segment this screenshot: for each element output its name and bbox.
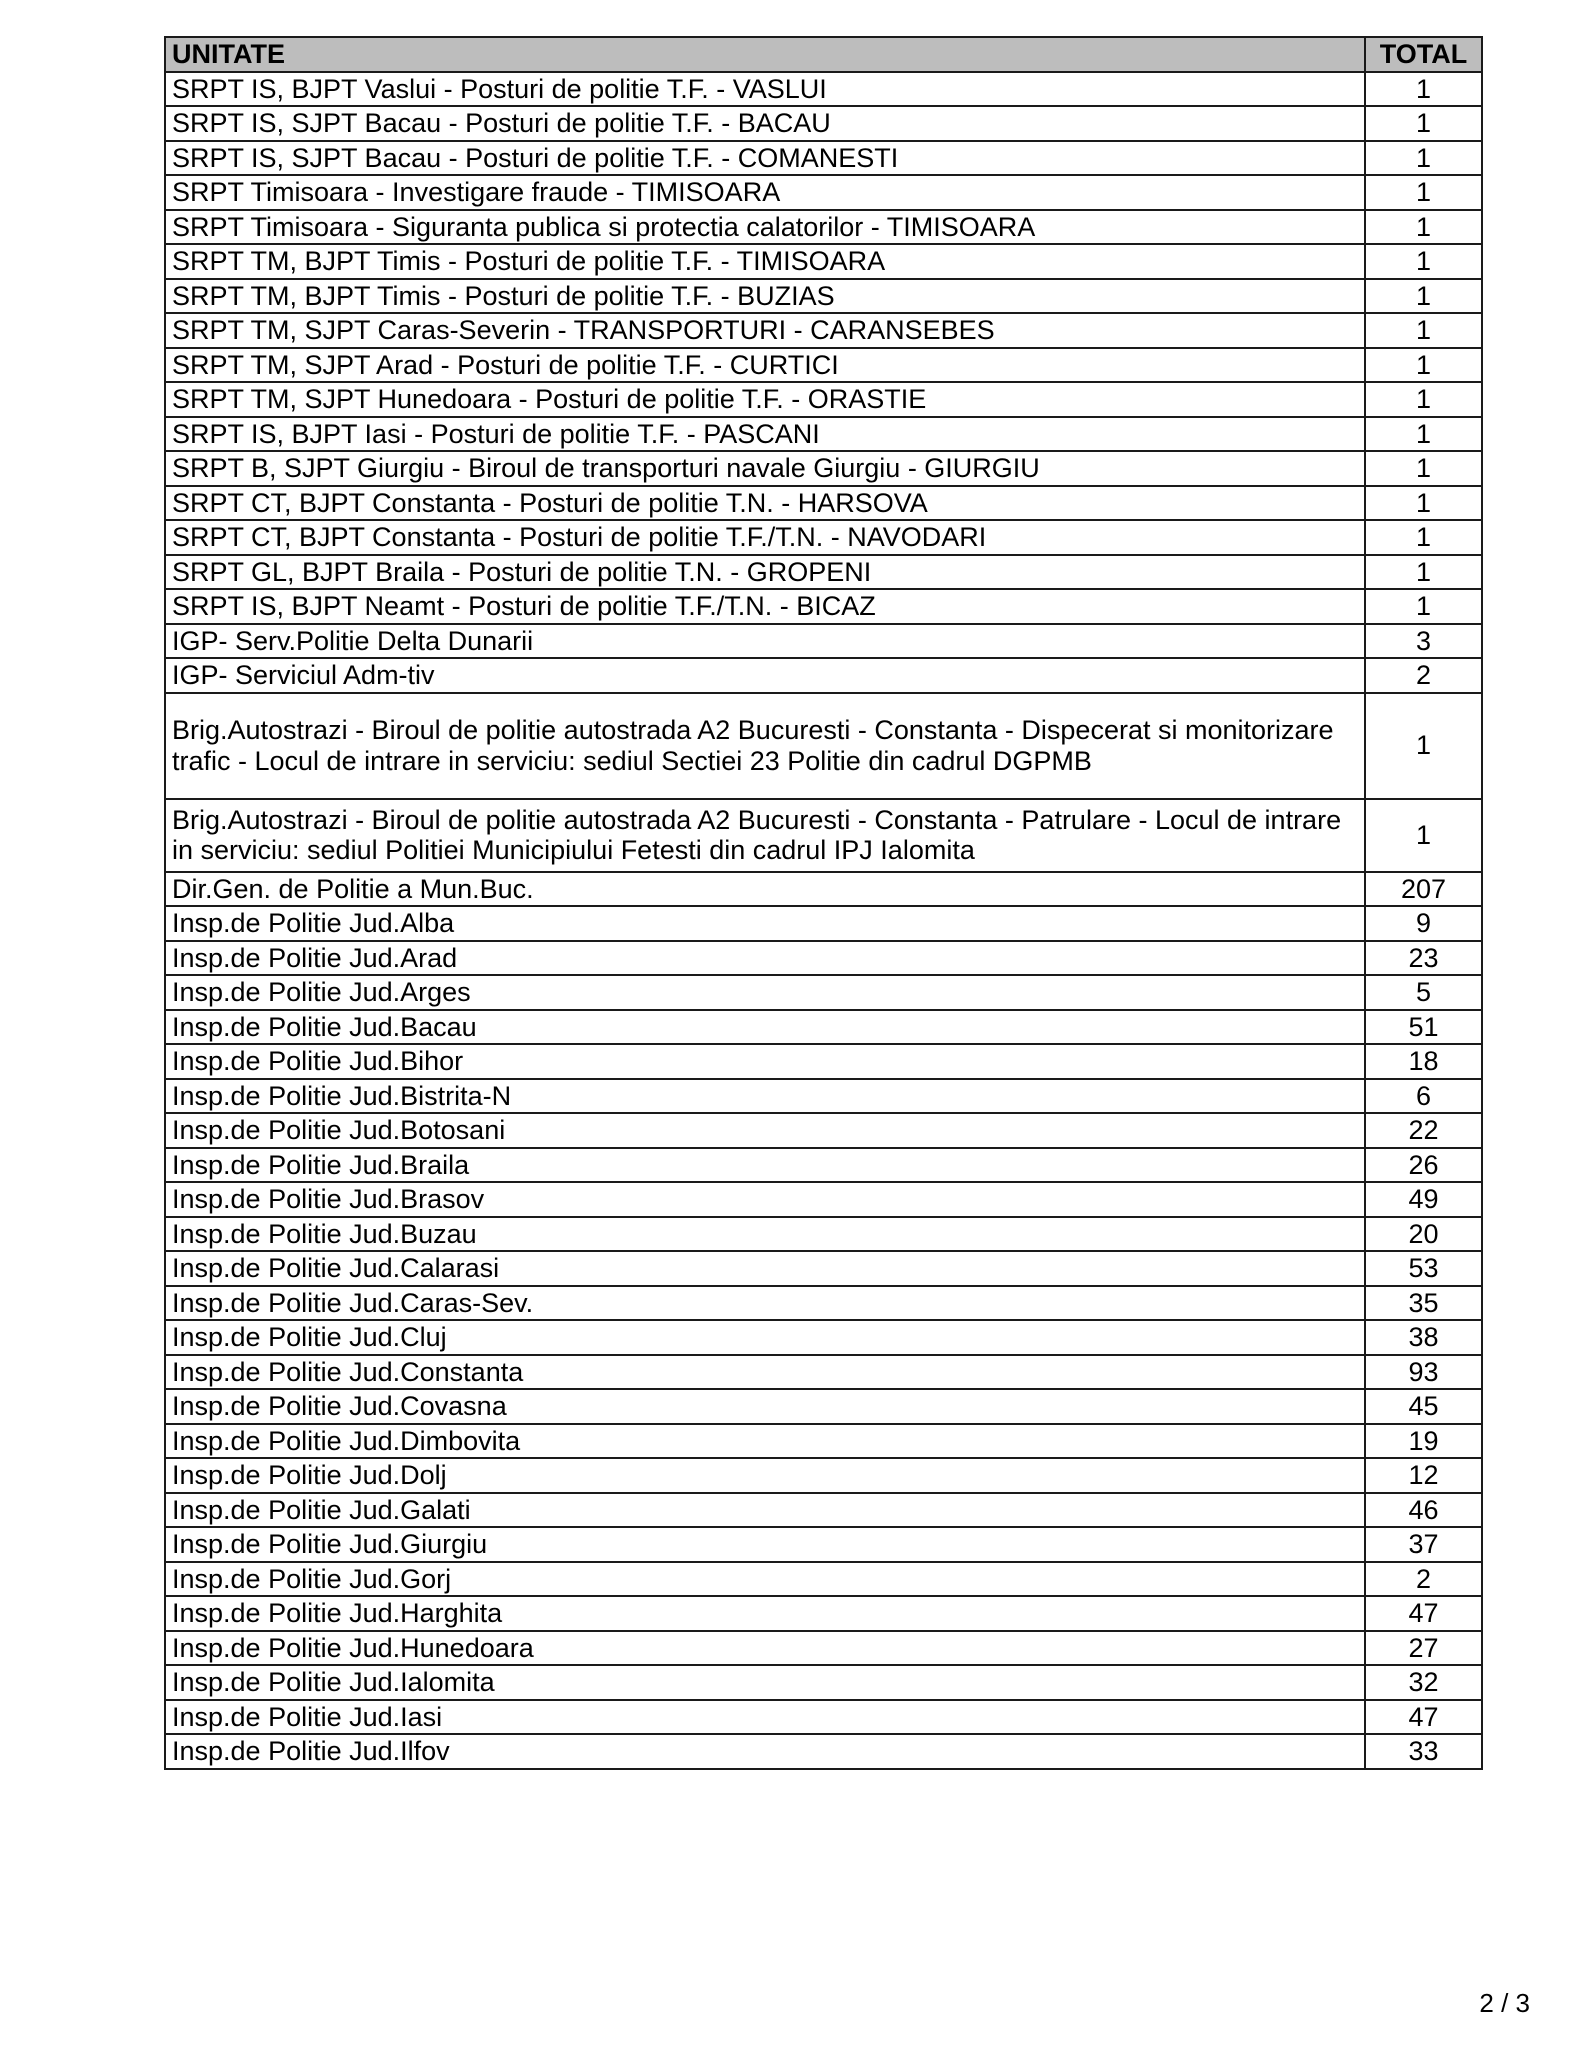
table-body	[165, 72, 1482, 1769]
table-row	[165, 1148, 1482, 1183]
header-total: TOTAL	[1365, 37, 1482, 72]
table-row	[165, 486, 1482, 521]
unit-total-cell: 5	[1365, 975, 1482, 1010]
table-row	[165, 279, 1482, 314]
table-row	[165, 1286, 1482, 1321]
unit-total-cell: 47	[1365, 1700, 1482, 1735]
unit-total-cell: 93	[1365, 1355, 1482, 1390]
table-row	[165, 1596, 1482, 1631]
unit-name-cell: SRPT IS, SJPT Bacau - Posturi de politie T.F. - COMANESTI	[165, 141, 1365, 176]
unit-name-cell: Insp.de Politie Jud.Alba	[165, 906, 1365, 941]
table-row	[165, 106, 1482, 141]
unit-name-cell: SRPT TM, BJPT Timis - Posturi de politie T.F. - BUZIAS	[165, 279, 1365, 314]
table-row	[165, 1113, 1482, 1148]
unit-name-cell: Insp.de Politie Jud.Dimbovita	[165, 1424, 1365, 1459]
unit-total-cell: 32	[1365, 1665, 1482, 1700]
table-row	[165, 382, 1482, 417]
unit-total-cell: 35	[1365, 1286, 1482, 1321]
table-row	[165, 520, 1482, 555]
unit-total-cell: 37	[1365, 1527, 1482, 1562]
unit-total-cell: 3	[1365, 624, 1482, 659]
table-row	[165, 589, 1482, 624]
unit-total-cell: 1	[1365, 106, 1482, 141]
unit-name-cell: SRPT CT, BJPT Constanta - Posturi de politie T.F./T.N. - NAVODARI	[165, 520, 1365, 555]
table-row	[165, 975, 1482, 1010]
table-row	[165, 658, 1482, 693]
unit-total-cell: 23	[1365, 941, 1482, 976]
unit-total-cell: 26	[1365, 1148, 1482, 1183]
unit-total-cell: 1	[1365, 72, 1482, 107]
unit-name-cell: Insp.de Politie Jud.Arges	[165, 975, 1365, 1010]
table-row	[165, 555, 1482, 590]
unit-total-cell: 53	[1365, 1251, 1482, 1286]
unit-total-cell: 207	[1365, 872, 1482, 907]
unit-total-cell: 1	[1365, 589, 1482, 624]
unit-total-cell: 2	[1365, 1562, 1482, 1597]
table-row	[165, 624, 1482, 659]
unit-name-cell: SRPT IS, BJPT Vaslui - Posturi de politie T.F. - VASLUI	[165, 72, 1365, 107]
unit-name-cell: SRPT GL, BJPT Braila - Posturi de politie T.N. - GROPENI	[165, 555, 1365, 590]
table-row	[165, 175, 1482, 210]
unit-name-cell: IGP- Serviciul Adm-tiv	[165, 658, 1365, 693]
unit-total-cell: 1	[1365, 382, 1482, 417]
unit-total-cell: 1	[1365, 520, 1482, 555]
unit-total-cell: 1	[1365, 799, 1482, 872]
table-row	[165, 1562, 1482, 1597]
unit-name-cell: Insp.de Politie Jud.Caras-Sev.	[165, 1286, 1365, 1321]
header-unitate: UNITATE	[165, 37, 1365, 72]
table-row	[165, 1493, 1482, 1528]
unit-total-cell: 1	[1365, 210, 1482, 245]
table-row	[165, 1217, 1482, 1252]
unit-name-cell: Insp.de Politie Jud.Iasi	[165, 1700, 1365, 1735]
unit-total-cell: 1	[1365, 417, 1482, 452]
unit-name-cell: Insp.de Politie Jud.Harghita	[165, 1596, 1365, 1631]
unit-name-cell: SRPT CT, BJPT Constanta - Posturi de politie T.N. - HARSOVA	[165, 486, 1365, 521]
unit-total-cell: 47	[1365, 1596, 1482, 1631]
table-row	[165, 872, 1482, 907]
unit-total-cell: 1	[1365, 244, 1482, 279]
unit-name-cell: SRPT Timisoara - Siguranta publica si protectia calatorilor - TIMISOARA	[165, 210, 1365, 245]
unit-name-cell: Insp.de Politie Jud.Brasov	[165, 1182, 1365, 1217]
unit-total-cell: 18	[1365, 1044, 1482, 1079]
table-row	[165, 141, 1482, 176]
unit-total-cell: 9	[1365, 906, 1482, 941]
table-row	[165, 210, 1482, 245]
table-row	[165, 417, 1482, 452]
page-number: 2 / 3	[1479, 1988, 1530, 2018]
table-row	[165, 1044, 1482, 1079]
unit-total-cell: 1	[1365, 486, 1482, 521]
units-table	[164, 36, 1483, 1770]
unit-name-cell: Insp.de Politie Jud.Ilfov	[165, 1734, 1365, 1769]
table-row	[165, 1458, 1482, 1493]
unit-name-cell: Insp.de Politie Jud.Buzau	[165, 1217, 1365, 1252]
table-row	[165, 1182, 1482, 1217]
unit-total-cell: 1	[1365, 555, 1482, 590]
table-row	[165, 72, 1482, 107]
unit-total-cell: 2	[1365, 658, 1482, 693]
unit-total-cell: 6	[1365, 1079, 1482, 1114]
unit-name-cell: SRPT IS, BJPT Iasi - Posturi de politie T.F. - PASCANI	[165, 417, 1365, 452]
unit-total-cell: 38	[1365, 1320, 1482, 1355]
table-row	[165, 1527, 1482, 1562]
unit-total-cell: 1	[1365, 141, 1482, 176]
unit-total-cell: 1	[1365, 175, 1482, 210]
unit-total-cell: 51	[1365, 1010, 1482, 1045]
unit-name-cell: Insp.de Politie Jud.Dolj	[165, 1458, 1365, 1493]
unit-name-cell: Insp.de Politie Jud.Giurgiu	[165, 1527, 1365, 1562]
unit-total-cell: 19	[1365, 1424, 1482, 1459]
table-row	[165, 1424, 1482, 1459]
unit-name-cell: Insp.de Politie Jud.Galati	[165, 1493, 1365, 1528]
unit-total-cell: 49	[1365, 1182, 1482, 1217]
unit-name-cell: Dir.Gen. de Politie a Mun.Buc.	[165, 872, 1365, 907]
table-header-row	[165, 37, 1482, 72]
unit-name-cell: SRPT TM, BJPT Timis - Posturi de politie T.F. - TIMISOARA	[165, 244, 1365, 279]
unit-name-cell: Brig.Autostrazi - Biroul de politie autostrada A2 Bucuresti - Constanta - Patrulare - Locul de intrare in serviciu: sediul Politiei Municipiului Fetesti din cadrul IPJ Ialomita	[165, 799, 1365, 872]
unit-total-cell: 27	[1365, 1631, 1482, 1666]
unit-name-cell: SRPT Timisoara - Investigare fraude - TIMISOARA	[165, 175, 1365, 210]
table-row	[165, 348, 1482, 383]
table-row	[165, 451, 1482, 486]
unit-name-cell: SRPT B, SJPT Giurgiu - Biroul de transporturi navale Giurgiu - GIURGIU	[165, 451, 1365, 486]
unit-name-cell: SRPT IS, BJPT Neamt - Posturi de politie T.F./T.N. - BICAZ	[165, 589, 1365, 624]
table-row	[165, 244, 1482, 279]
table-row	[165, 1079, 1482, 1114]
unit-name-cell: Insp.de Politie Jud.Cluj	[165, 1320, 1365, 1355]
unit-name-cell: Insp.de Politie Jud.Bihor	[165, 1044, 1365, 1079]
table-row	[165, 1700, 1482, 1735]
table-row	[165, 1631, 1482, 1666]
unit-total-cell: 1	[1365, 451, 1482, 486]
unit-total-cell: 1	[1365, 348, 1482, 383]
unit-total-cell: 20	[1365, 1217, 1482, 1252]
unit-name-cell: IGP- Serv.Politie Delta Dunarii	[165, 624, 1365, 659]
unit-name-cell: SRPT TM, SJPT Caras-Severin - TRANSPORTURI - CARANSEBES	[165, 313, 1365, 348]
unit-name-cell: Insp.de Politie Jud.Constanta	[165, 1355, 1365, 1390]
unit-total-cell: 45	[1365, 1389, 1482, 1424]
unit-total-cell: 33	[1365, 1734, 1482, 1769]
unit-name-cell: Brig.Autostrazi - Biroul de politie autostrada A2 Bucuresti - Constanta - Dispecerat si monitorizare trafic - Locul de intrare in serviciu: sediul Sectiei 23 Politie din cadrul DGPMB	[165, 693, 1365, 799]
unit-name-cell: Insp.de Politie Jud.Botosani	[165, 1113, 1365, 1148]
unit-total-cell: 22	[1365, 1113, 1482, 1148]
table-row	[165, 1734, 1482, 1769]
table-row	[165, 1010, 1482, 1045]
unit-total-cell: 1	[1365, 279, 1482, 314]
table-row	[165, 693, 1482, 799]
unit-name-cell: Insp.de Politie Jud.Arad	[165, 941, 1365, 976]
unit-name-cell: Insp.de Politie Jud.Bacau	[165, 1010, 1365, 1045]
table-row	[165, 1665, 1482, 1700]
unit-name-cell: Insp.de Politie Jud.Covasna	[165, 1389, 1365, 1424]
table-row	[165, 313, 1482, 348]
unit-name-cell: SRPT IS, SJPT Bacau - Posturi de politie T.F. - BACAU	[165, 106, 1365, 141]
unit-total-cell: 1	[1365, 313, 1482, 348]
table-row	[165, 906, 1482, 941]
unit-name-cell: Insp.de Politie Jud.Bistrita-N	[165, 1079, 1365, 1114]
unit-name-cell: Insp.de Politie Jud.Hunedoara	[165, 1631, 1365, 1666]
table-row	[165, 799, 1482, 872]
table-row	[165, 1320, 1482, 1355]
unit-total-cell: 1	[1365, 693, 1482, 799]
unit-name-cell: SRPT TM, SJPT Hunedoara - Posturi de politie T.F. - ORASTIE	[165, 382, 1365, 417]
unit-name-cell: Insp.de Politie Jud.Braila	[165, 1148, 1365, 1183]
unit-name-cell: Insp.de Politie Jud.Calarasi	[165, 1251, 1365, 1286]
table-row	[165, 1251, 1482, 1286]
table-row	[165, 941, 1482, 976]
table-row	[165, 1389, 1482, 1424]
unit-total-cell: 12	[1365, 1458, 1482, 1493]
table-row	[165, 1355, 1482, 1390]
unit-name-cell: Insp.de Politie Jud.Ialomita	[165, 1665, 1365, 1700]
unit-name-cell: Insp.de Politie Jud.Gorj	[165, 1562, 1365, 1597]
unit-name-cell: SRPT TM, SJPT Arad - Posturi de politie T.F. - CURTICI	[165, 348, 1365, 383]
unit-total-cell: 46	[1365, 1493, 1482, 1528]
